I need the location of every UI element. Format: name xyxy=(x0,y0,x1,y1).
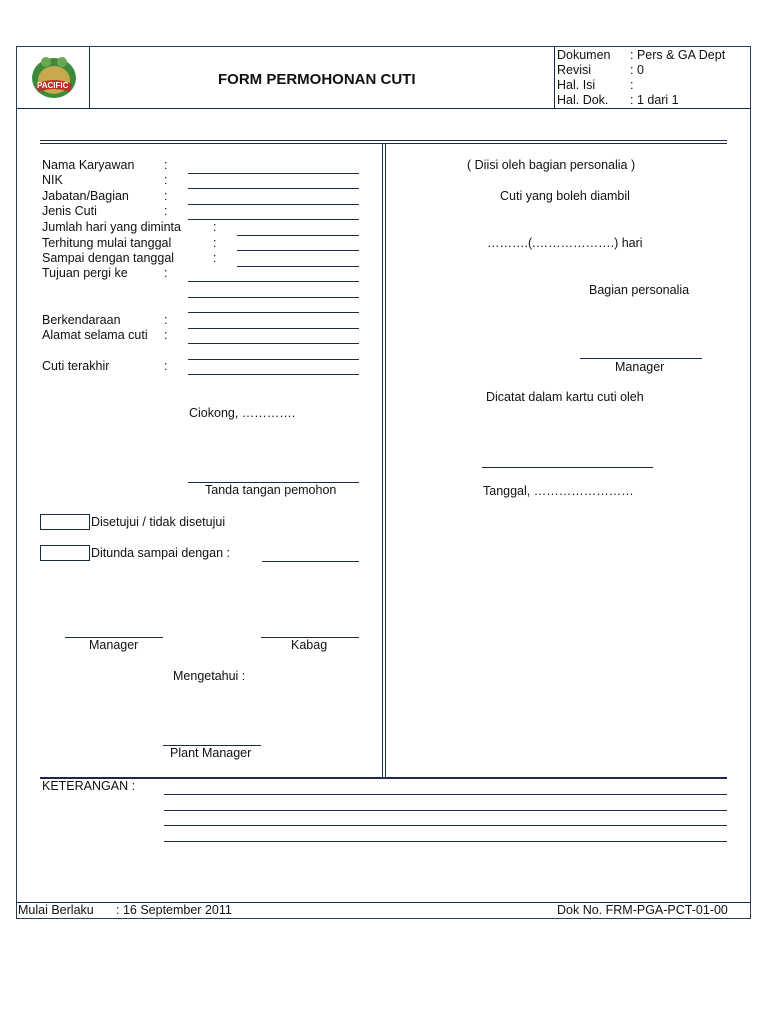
field-alamat-line-1[interactable] xyxy=(188,343,359,344)
personnel-section-label: Bagian personalia xyxy=(589,283,690,297)
place-date: Ciokong, …………. xyxy=(189,406,296,420)
field-jumlah-hari-label: Jumlah hari yang diminta xyxy=(42,220,181,234)
field-sampai-label: Sampai dengan tanggal xyxy=(42,251,175,265)
field-alamat-label: Alamat selama cuti xyxy=(42,328,148,342)
recorded-date[interactable]: Tanggal, …………………… xyxy=(483,484,634,498)
field-kendaraan-line[interactable] xyxy=(188,328,359,329)
keterangan-label: KETERANGAN : xyxy=(42,779,136,793)
field-cuti-terakhir-line[interactable] xyxy=(188,374,359,375)
meta-hal-isi-label: Hal. Isi xyxy=(557,78,596,92)
field-mulai-line[interactable] xyxy=(237,250,359,251)
header-divider-meta xyxy=(554,46,555,108)
field-nama-colon: : xyxy=(164,158,168,172)
recorder-signature-line[interactable] xyxy=(482,467,653,468)
form-title: FORM PERMOHONAN CUTI xyxy=(218,71,416,88)
field-sampai-colon: : xyxy=(213,251,217,265)
field-mulai-label: Terhitung mulai tanggal xyxy=(42,236,172,250)
field-alamat-colon: : xyxy=(164,328,168,342)
field-mulai-colon: : xyxy=(213,236,217,250)
personnel-manager-label: Manager xyxy=(615,360,665,374)
meta-revisi-label: Revisi xyxy=(557,63,592,77)
meta-hal-isi-value: : xyxy=(630,78,634,92)
meta-dokumen-label: Dokumen xyxy=(557,48,611,62)
field-tujuan-line-3[interactable] xyxy=(188,312,359,313)
meta-hal-dok-label: Hal. Dok. xyxy=(557,93,609,107)
kabag-signature-label: Kabag xyxy=(291,638,328,652)
plant-manager-signature-label: Plant Manager xyxy=(170,746,252,760)
field-jenis-cuti-label: Jenis Cuti xyxy=(42,204,97,218)
field-kendaraan-colon: : xyxy=(164,313,168,327)
field-tujuan-label: Tujuan pergi ke xyxy=(42,266,128,280)
field-nama-label: Nama Karyawan xyxy=(42,158,135,172)
field-tujuan-colon: : xyxy=(164,266,168,280)
personnel-note: ( Diisi oleh bagian personalia ) xyxy=(467,158,636,172)
body-top-rule-2 xyxy=(40,143,727,144)
field-sampai-line[interactable] xyxy=(237,266,359,267)
body-bottom-rule xyxy=(40,777,727,779)
field-jabatan-colon: : xyxy=(164,189,168,203)
field-tujuan-line-2[interactable] xyxy=(188,297,359,298)
header-divider-logo xyxy=(89,46,90,108)
body-top-rule-1 xyxy=(40,140,727,141)
meta-dokumen-value: : Pers & GA Dept xyxy=(630,48,726,62)
personnel-manager-signature-line[interactable] xyxy=(580,358,702,359)
field-tujuan-line-1[interactable] xyxy=(188,281,359,282)
postponed-date-line[interactable] xyxy=(262,561,359,562)
keterangan-line-4[interactable] xyxy=(164,841,727,842)
applicant-signature-label: Tanda tangan pemohon xyxy=(205,483,337,497)
field-nik-colon: : xyxy=(164,173,168,187)
keterangan-line-1[interactable] xyxy=(164,794,727,795)
meta-revisi-value: : 0 xyxy=(630,63,644,77)
field-jumlah-hari-line[interactable] xyxy=(237,235,359,236)
allowed-days-fill[interactable]: ……….(.……………….) hari xyxy=(487,236,643,250)
field-nik-label: NIK xyxy=(42,173,63,187)
recorded-by-label: Dicatat dalam kartu cuti oleh xyxy=(486,390,644,404)
manager-signature-label: Manager xyxy=(89,638,139,652)
allowed-leave-label: Cuti yang boleh diambil xyxy=(500,189,630,203)
field-cuti-terakhir-colon: : xyxy=(164,359,168,373)
effective-date-label: Mulai Berlaku xyxy=(18,903,94,917)
document-number: Dok No. FRM-PGA-PCT-01-00 xyxy=(557,903,728,917)
effective-date-value: : 16 September 2011 xyxy=(116,903,232,917)
field-kendaraan-label: Berkendaraan xyxy=(42,313,121,327)
logo-text: PACIFIC xyxy=(37,81,69,90)
keterangan-line-3[interactable] xyxy=(164,825,727,826)
header-bottom-line xyxy=(16,108,751,109)
meta-hal-dok-value: : 1 dari 1 xyxy=(630,93,679,107)
field-cuti-terakhir-label: Cuti terakhir xyxy=(42,359,110,373)
company-logo xyxy=(26,50,82,104)
mengetahui-label: Mengetahui : xyxy=(173,669,246,683)
field-jumlah-hari-colon: : xyxy=(213,220,217,234)
field-alamat-line-2[interactable] xyxy=(188,359,359,360)
field-nama-line[interactable] xyxy=(188,173,359,174)
field-jenis-cuti-colon: : xyxy=(164,204,168,218)
postponed-checkbox-label: Ditunda sampai dengan : xyxy=(91,546,230,560)
column-divider-1 xyxy=(382,143,383,778)
column-divider-2 xyxy=(385,143,386,778)
field-jabatan-line[interactable] xyxy=(188,204,359,205)
approved-checkbox[interactable] xyxy=(40,514,90,530)
keterangan-line-2[interactable] xyxy=(164,810,727,811)
field-nik-line[interactable] xyxy=(188,188,359,189)
approved-checkbox-label: Disetujui / tidak disetujui xyxy=(91,515,226,529)
field-jabatan-label: Jabatan/Bagian xyxy=(42,189,129,203)
postponed-checkbox[interactable] xyxy=(40,545,90,561)
